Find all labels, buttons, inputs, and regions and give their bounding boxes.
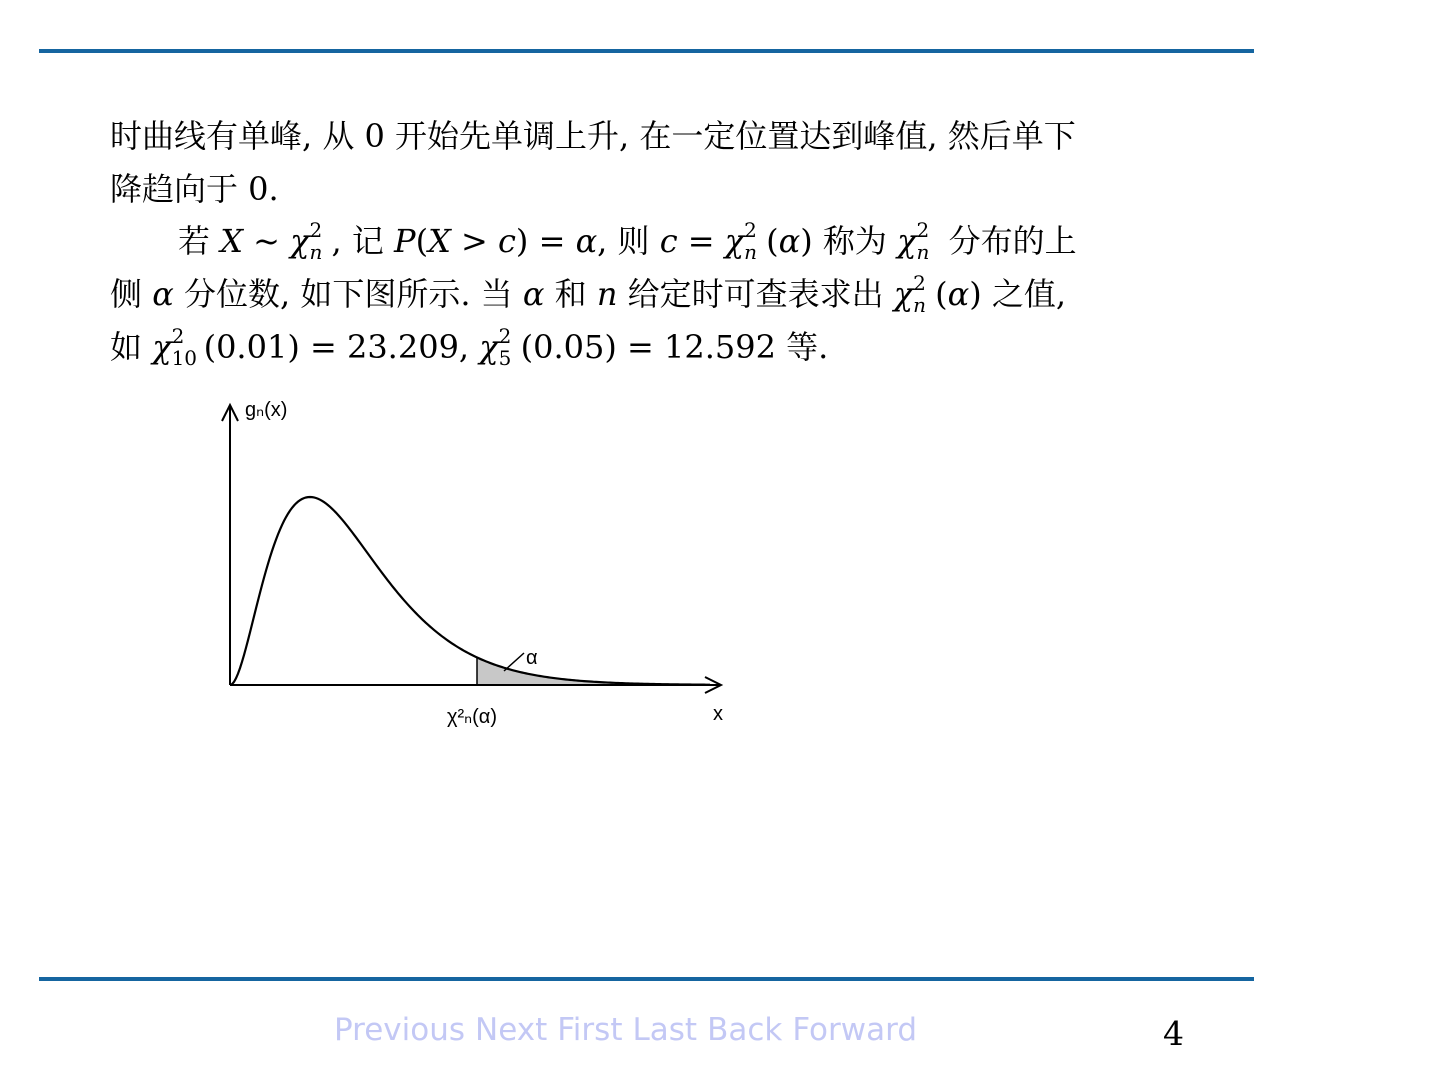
text-deng: 等.: [786, 328, 829, 366]
page-number: 4: [1163, 1014, 1184, 1053]
nav-first-link[interactable]: First: [557, 1012, 623, 1048]
paragraph-2: [110, 215, 1185, 374]
text-ji: , 记: [331, 222, 384, 260]
text-zhizhi: 之值,: [991, 275, 1067, 313]
y-axis-label: gₙ(x): [245, 399, 288, 421]
nav-back-link[interactable]: Back: [707, 1012, 783, 1048]
figure-svg: [190, 385, 750, 745]
navigation-bar: [334, 1012, 927, 1048]
paragraph-1-line-1: 时曲线有单峰, 从 0 开始先单调上升, 在一定位置达到峰值, 然后单下: [110, 117, 1076, 155]
nav-last-link[interactable]: Last: [632, 1012, 698, 1048]
paragraph-2-line-1: 若 X ~ χ 2 n , 记 P(X > c) = α, 则 c = χ 2 n (α) 称为 χ 2 n 分布的上: [178, 217, 1077, 264]
text-fenbu: 分布的上: [948, 222, 1077, 260]
text-he: 和: [554, 275, 587, 313]
text-geiding: 给定时可查表求出: [627, 275, 884, 313]
quantile-label: χ²ₙ(α): [447, 706, 498, 728]
paragraph-1: [110, 110, 1185, 216]
text-ce: 侧: [110, 275, 143, 313]
text-chengwei: 称为: [822, 222, 887, 260]
text-ru: 如: [110, 328, 143, 366]
chi-square-density-figure: [190, 385, 750, 745]
text-ruo: 若: [178, 222, 211, 260]
top-rule: [39, 49, 1254, 53]
value-2: = 12.592: [627, 328, 776, 366]
paragraph-2-line-2: 侧 α 分位数, 如下图所示. 当 α 和 n 给定时可查表求出 χ 2 n (α) 之值,: [110, 270, 1067, 317]
paragraph-1-line-2: 降趋向于 0.: [110, 170, 279, 208]
density-curve: [230, 497, 710, 685]
nav-previous-link[interactable]: Previous: [334, 1012, 466, 1048]
text-ze: , 则: [597, 222, 650, 260]
paragraph-2-line-3: 如 χ 2 10 (0.01) = 23.209, χ 2 5 (0.05) = 12.592 等.: [110, 323, 829, 370]
nav-forward-link[interactable]: Forward: [792, 1012, 917, 1048]
text-fenweishu: 分位数, 如下图所示. 当: [183, 275, 513, 313]
value-1: = 23.209,: [309, 328, 470, 366]
x-axis-label: x: [713, 703, 723, 725]
nav-next-link[interactable]: Next: [475, 1012, 548, 1048]
bottom-rule: [39, 977, 1254, 981]
alpha-area-label: α: [526, 647, 538, 669]
alpha-pointer-line: [504, 653, 524, 671]
